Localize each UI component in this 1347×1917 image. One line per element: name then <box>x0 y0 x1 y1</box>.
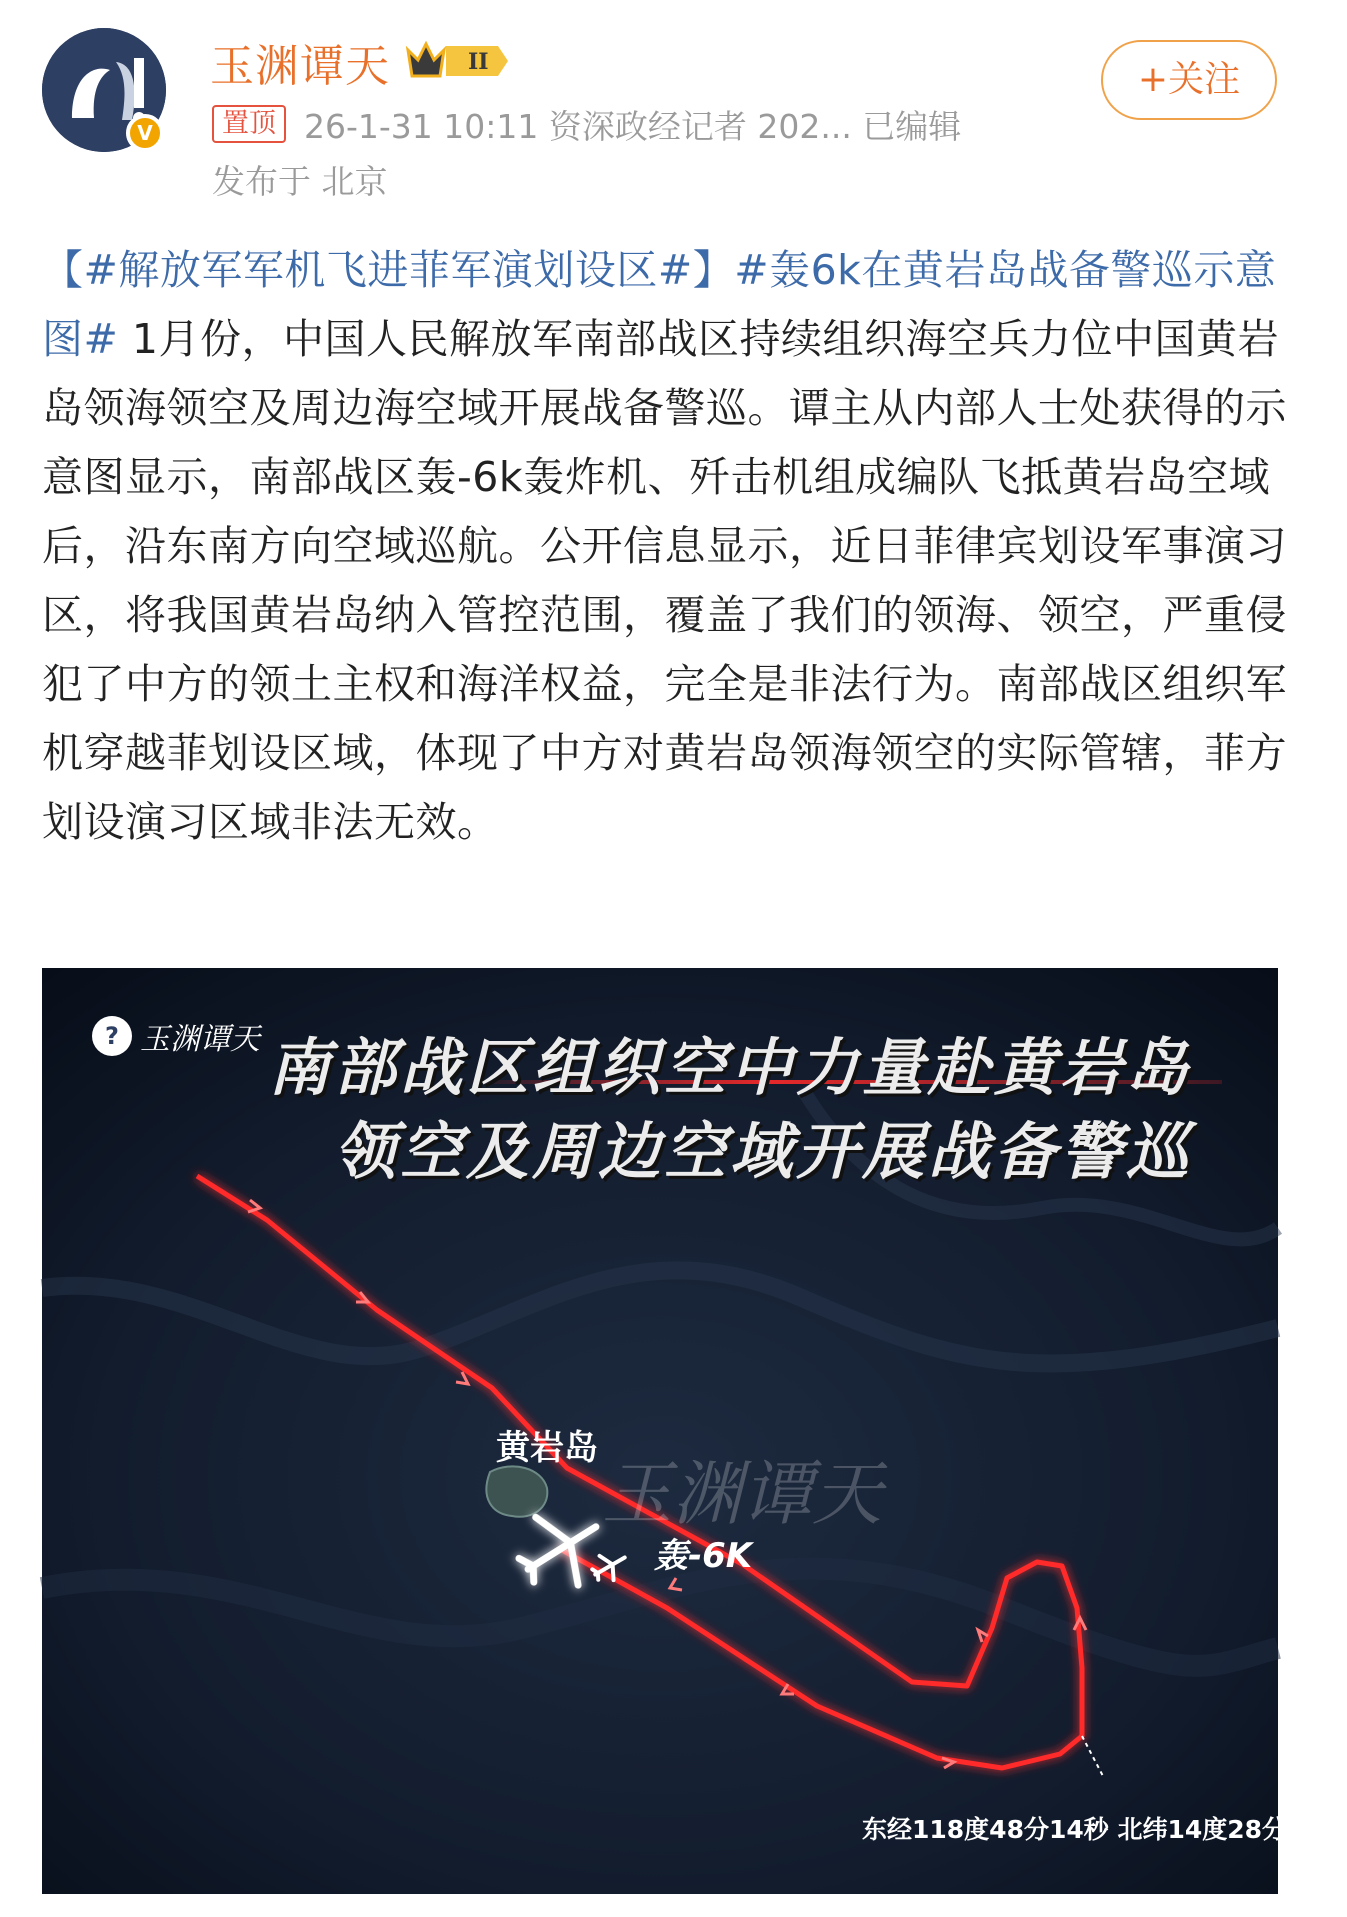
image-watermark: 玉渊谭天 <box>602 1453 882 1535</box>
image-headline-2: 领空及周边空域开展战备警巡 <box>333 1115 1192 1188</box>
level-text: II <box>468 49 489 75</box>
verified-badge-icon: V <box>126 114 164 152</box>
image-logo <box>92 1014 260 1058</box>
post-timestamp-source: 26-1-31 10:11 资深政经记者 202... 已编辑 <box>304 106 962 146</box>
hashtag-link[interactable]: 【#解放军军机飞进菲军演划设区#】 <box>42 246 735 294</box>
post-body <box>42 236 1292 857</box>
post-location: 发布于 北京 <box>212 162 388 201</box>
follow-button[interactable]: +关注 <box>1101 40 1277 120</box>
pinned-tag: 置顶 <box>212 105 286 143</box>
island-shape <box>486 1466 547 1516</box>
image-logo-text: 玉渊谭天 <box>140 1022 260 1057</box>
island-label: 黄岩岛 <box>496 1428 598 1468</box>
image-headline-1: 南部战区组织空中力量赴黄岩岛 <box>267 1031 1192 1104</box>
coordinates-label: 东经118度48分14秒 北纬14度28分23秒 <box>862 1815 1347 1844</box>
member-level-badge[interactable] <box>402 36 512 90</box>
aircraft-label: 轰-6K <box>654 1536 753 1576</box>
logo-icon: ? <box>92 1016 132 1056</box>
post-meta <box>212 104 961 144</box>
post-image[interactable] <box>42 968 1347 1894</box>
hashtag-link[interactable]: #轰6k在黄岩岛战备警巡示意图# <box>42 246 1277 363</box>
post-text: 1月份，中国人民解放军南部战区持续组织海空兵力位中国黄岩岛领海领空及周边海空域开展战备警巡。谭主从内部人士处获得的示意图显示，南部战区轰-6k轰炸机、歼击机组成编队飞抵黄岩岛空域后，沿东南方向空域巡航。公开信息显示，近日菲律宾划设军事演习区，将我国黄岩岛纳入管控范围，覆盖了我们的领海、领空，严重侵犯了中方的领土主权和海洋权益，完全是非法行为。南部战区组织军机穿越菲划设区域，体现了中方对黄岩岛领海领空的实际管辖，菲方划设演习区域非法无效。 <box>42 315 1287 846</box>
username[interactable]: 玉渊谭天 <box>210 41 390 92</box>
